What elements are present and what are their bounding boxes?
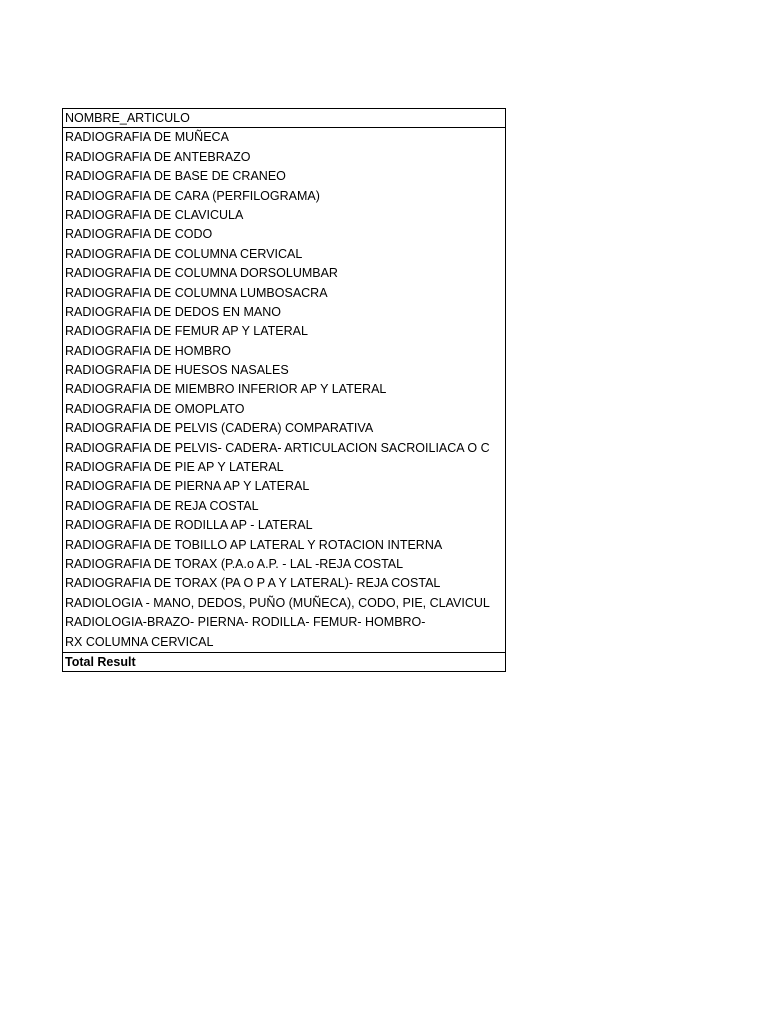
table-rows bbox=[63, 128, 505, 652]
table-row: RADIOGRAFIA DE REJA COSTAL bbox=[65, 498, 259, 513]
table-row: RADIOGRAFIA DE PIE AP Y LATERAL bbox=[65, 460, 284, 475]
table-row: RADIOGRAFIA DE CODO bbox=[65, 227, 213, 242]
table-row: RADIOGRAFIA DE PELVIS (CADERA) COMPARATIVA bbox=[65, 421, 374, 436]
table-row: RADIOGRAFIA DE MUÑECA bbox=[65, 130, 229, 145]
table-row: RADIOGRAFIA DE FEMUR AP Y LATERAL bbox=[65, 324, 308, 339]
table-row: RADIOGRAFIA DE MIEMBRO INFERIOR AP Y LATERAL bbox=[65, 382, 387, 397]
table-row: RADIOGRAFIA DE BASE DE CRANEO bbox=[65, 169, 286, 184]
table-row: RADIOGRAFIA DE HOMBRO bbox=[65, 343, 231, 358]
table-row: RADIOGRAFIA DE PELVIS- CADERA- ARTICULACION SACROILIACA O C bbox=[65, 440, 490, 455]
table-row: RX COLUMNA CERVICAL bbox=[65, 634, 214, 649]
table-row: RADIOGRAFIA DE COLUMNA LUMBOSACRA bbox=[65, 285, 328, 300]
table-row: RADIOGRAFIA DE ANTEBRAZO bbox=[65, 149, 251, 164]
pivot-table bbox=[62, 108, 506, 672]
table-row: RADIOGRAFIA DE RODILLA AP - LATERAL bbox=[65, 518, 313, 533]
table-row: RADIOLOGIA-BRAZO- PIERNA- RODILLA- FEMUR- HOMBRO- bbox=[65, 615, 426, 630]
table-row: RADIOGRAFIA DE CLAVICULA bbox=[65, 207, 244, 222]
table-row: RADIOGRAFIA DE TOBILLO AP LATERAL Y ROTACION INTERNA bbox=[65, 537, 443, 552]
table-row: RADIOGRAFIA DE CARA (PERFILOGRAMA) bbox=[65, 188, 320, 203]
table-row: RADIOGRAFIA DE DEDOS EN MANO bbox=[65, 304, 282, 319]
column-header: NOMBRE_ARTICULO bbox=[63, 109, 505, 128]
table-row: RADIOGRAFIA DE COLUMNA CERVICAL bbox=[65, 246, 303, 261]
table-row: RADIOLOGIA - MANO, DEDOS, PUÑO (MUÑECA), CODO, PIE, CLAVICUL bbox=[65, 595, 490, 610]
table-row: RADIOGRAFIA DE TORAX (P.A.o A.P. - LAL -REJA COSTAL bbox=[65, 556, 404, 571]
table-row: RADIOGRAFIA DE OMOPLATO bbox=[65, 401, 245, 416]
table-row: RADIOGRAFIA DE COLUMNA DORSOLUMBAR bbox=[65, 266, 338, 281]
table-row: RADIOGRAFIA DE PIERNA AP Y LATERAL bbox=[65, 479, 310, 494]
table-row: RADIOGRAFIA DE HUESOS NASALES bbox=[65, 363, 289, 378]
table-row: RADIOGRAFIA DE TORAX (PA O P A Y LATERAL)- REJA COSTAL bbox=[65, 576, 441, 591]
total-result-row: Total Result bbox=[63, 652, 505, 671]
